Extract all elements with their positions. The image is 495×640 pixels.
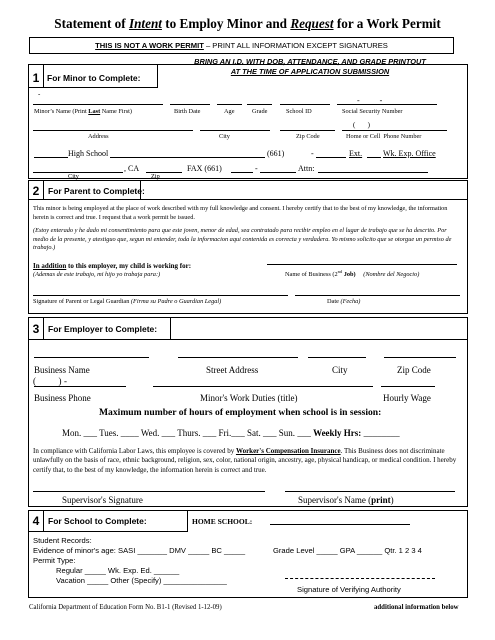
supervisor-signature-field[interactable] [33,491,265,492]
wk-exp-office-label: Wk. Exp. Office [383,149,436,158]
notice-text: THIS IS NOT A WORK PERMIT – PRINT ALL INFORMATION EXCEPT SIGNATURES [95,41,388,50]
employer-city-field[interactable] [308,357,366,358]
work-duties-field[interactable] [153,386,373,387]
phone-paren: ( ) [353,121,370,129]
ssn-dashes: - - [357,96,383,105]
second-job-label: Name of Business (2nd Job) (Nombre del Negocio) [285,269,420,279]
high-school-label: High School [68,149,109,158]
hourly-wage-label: Hourly Wage [383,393,431,403]
section3-header: For Employer to Complete: [48,324,158,334]
section2-number: 2 [32,184,40,198]
employer-city-label: City [332,365,348,375]
address-label: Address [88,133,109,140]
minor-name-field[interactable] [33,104,163,105]
section3-number: 3 [32,322,40,336]
school-city-label: City [68,173,79,180]
ssn-field[interactable] [337,104,437,105]
employer-zip-label: Zip Code [397,365,431,375]
business-phone-paren: ( ) [33,376,62,386]
school-phone-area: (661) [267,149,285,158]
age-field[interactable] [217,104,242,105]
birth-date-label: Birth Date [174,108,201,115]
weekday-hours-row: Mon. ___ Tues. ____ Wed. ___ Thurs. ___ Fri.___ Sat. ___ Sun. ___ Weekly Hrs: ________ [62,428,400,438]
employer-zip-field[interactable] [384,357,456,358]
second-job-field[interactable] [267,264,457,265]
compliance-text: In compliance with California Labor Laws, this employee is covered by Worker's Compensation Insurance. This Business does not discriminate unlawfully on the basis of race, ethnic background, religion, sex, color, national origin, ancestry, age, physical handicap, or medical condition. I hereby certify that, to the best of my knowledge, the information herein is correct and true. [33,447,457,474]
work-duties-label: Minor's Work Duties (title) [200,393,298,403]
hourly-wage-field[interactable] [381,386,435,387]
section1-header: For Minor to Complete: [47,73,141,83]
supervisor-signature-label: Supervisor's Signature [62,495,143,505]
parent-signature-label: Signature of Parent or Legal Guardian (Firma su Padre o Guardian Legal) [33,298,222,305]
section4-header: For School to Complete: [48,516,147,526]
attn-field[interactable] [318,172,428,173]
parent-consent-spanish: (Estoy enterado y he dado mi consentimiento para que este joven, menor de edad, sea contratado para recibir empleo en el lugar de trabajo que se ha descrito. Por medio de la presente, y atestiguo que, segun mi entender, toda la informacion aqui contenida es correcta y verdadera. Yo mismo solicito que se otorgue un permiso de trabajo.) [33,227,452,251]
in-addition-text: In addition to this employer, my child is working for: [33,262,192,270]
zip-field[interactable] [280,130,335,131]
supervisor-name-field[interactable] [285,491,455,492]
address-field[interactable] [33,130,193,131]
minor-name-label: Minor’s Name (Print Last Name First) [34,108,133,115]
section4-number: 4 [32,514,40,528]
student-records-label: Student Records: [33,536,92,545]
attn-label: Attn: [298,164,315,173]
evidence-of-age: Evidence of minor's age: SASI _______ DMV _____ BC _____ [33,546,246,555]
city-field[interactable] [200,130,270,131]
business-name-field[interactable] [34,357,149,358]
page-title: Statement of Intent to Employ Minor and Request for a Work Permit [54,16,441,31]
supervisor-name-label: Supervisor's Name (print) [298,495,394,505]
street-address-label: Street Address [206,365,259,375]
grade-label: Grade [252,108,268,115]
grade-field[interactable] [247,104,272,105]
grade-gpa-qtr: Grade Level _____ GPA ______ Qtr. 1 2 3 4 [273,546,422,555]
in-addition-es: (Ademas de este trabajo, mi hijo yo trabaja para:) [33,271,161,278]
permit-regular: Regular _____ Wk. Exp. Ed. ______ [56,566,180,575]
ext-label: Ext. [349,149,363,158]
age-label: Age [224,108,235,115]
zip-label: Zip Code [296,133,320,140]
permit-type-label: Permit Type: [33,556,76,565]
verifying-authority-label: Signature of Verifying Authority [297,585,401,594]
bring-note: BRING AN I.D. WITH DOB, ATTENDANCE, AND GRADE PRINTOUT AT THE TIME OF APPLICATION SUBMISSION [194,57,426,76]
business-name-label: Business Name [34,365,90,375]
parent-consent-text: This minor is being employed at the place of work described with my full knowledge and consent. I hereby certify that to the best of my knowledge, the information herein is correct and true. I request that a work permit be issued. [33,205,448,221]
fax-label: FAX (661) [187,164,222,173]
business-phone-field[interactable] [34,386,126,387]
verifying-signature-field[interactable] [285,578,435,579]
ssn-label: Social Security Number [342,108,403,115]
phone-label: Home or Cell Phone Number [346,133,422,140]
footer-form-number: California Department of Education Form No. B1-1 (Revised 1-12-09) [29,604,222,611]
max-hours-heading: Maximum number of hours of employment when school is in session: [99,407,382,418]
city-label: City [219,133,230,140]
business-phone-label: Business Phone [34,393,91,403]
ca-label: , CA [124,164,140,173]
section1-number: 1 [32,71,40,85]
parent-signature-field[interactable] [33,295,288,296]
small-mark: - [38,90,41,98]
section2-header: For Parent to Complete: [48,186,145,196]
parent-date-label: Date (Fecha) [327,298,361,305]
footer-additional-info: additional information below [374,604,459,611]
parent-date-field[interactable] [295,295,460,296]
school-id-field[interactable] [280,104,330,105]
street-address-field[interactable] [178,357,298,358]
permit-vacation: Vacation _____ Other (Specify) _______________ [56,576,227,585]
home-school-field[interactable] [270,524,410,525]
school-id-label: School ID [286,108,312,115]
birth-date-field[interactable] [170,104,210,105]
phone-field[interactable] [342,130,447,131]
school-zip-label: Zip [151,173,160,180]
home-school-label: HOME SCHOOL: [192,517,253,526]
